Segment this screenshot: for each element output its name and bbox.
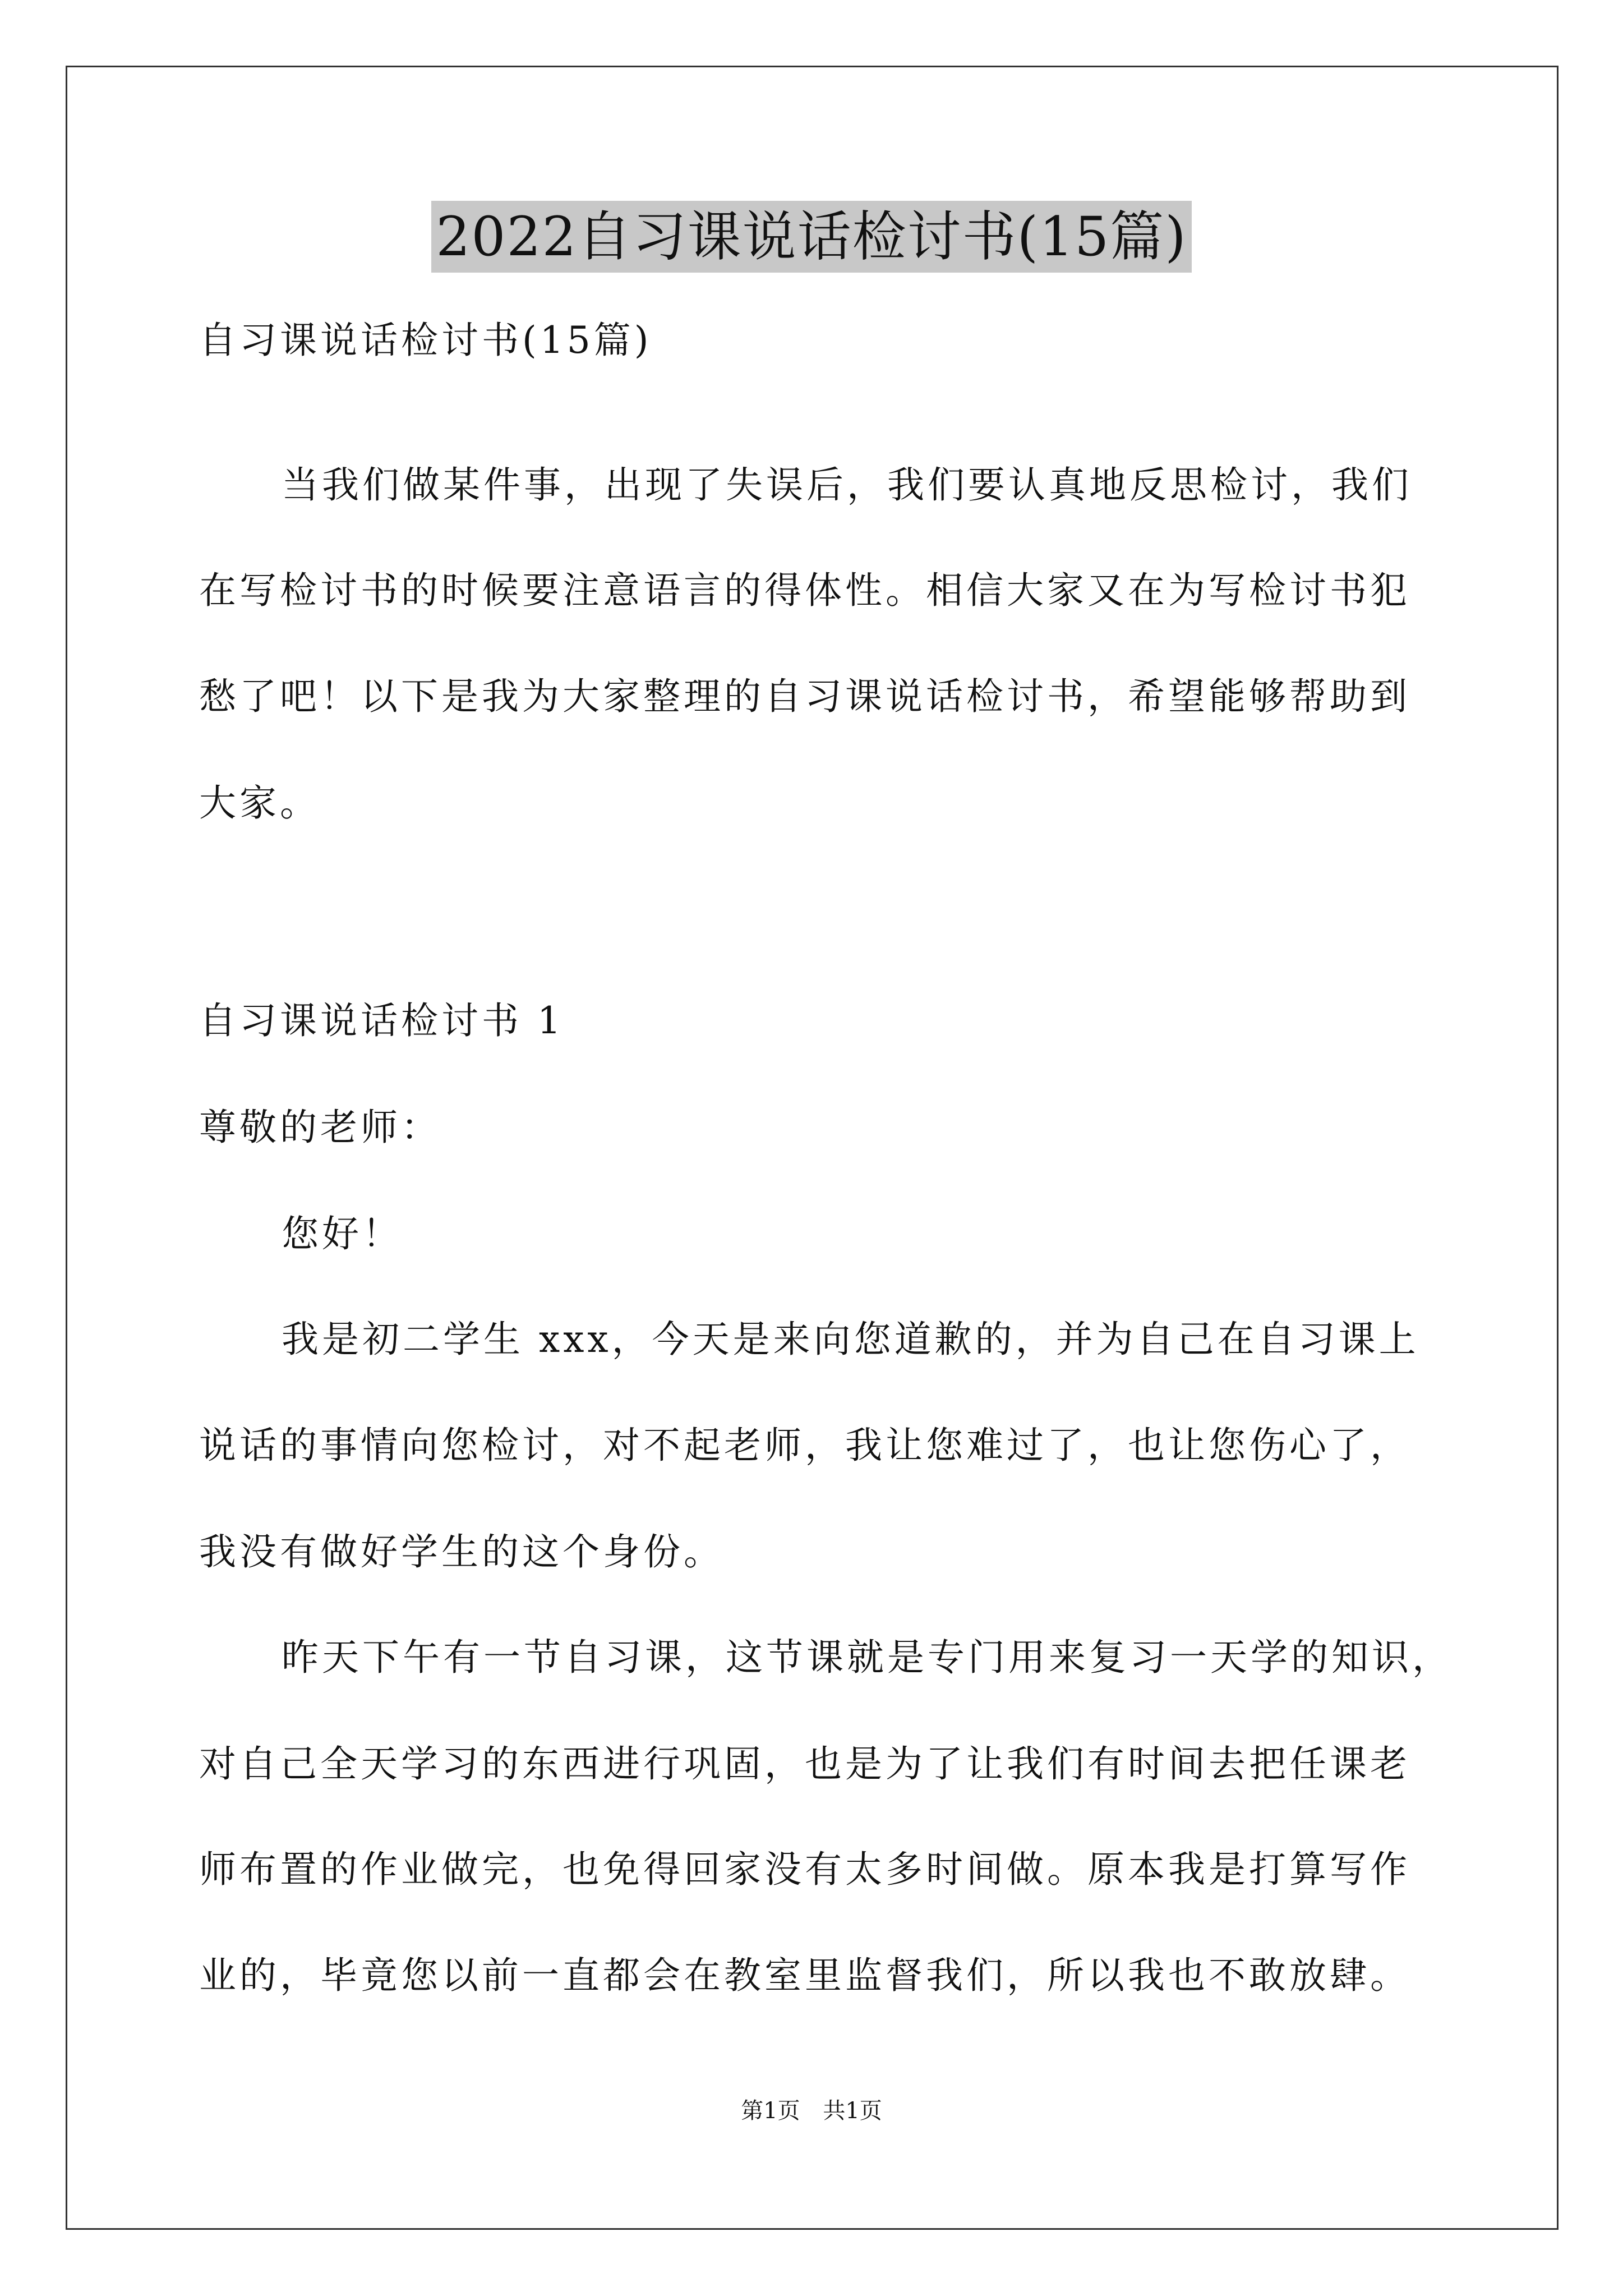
intro-line-1: 当我们做某件事，出现了失误后，我们要认真地反思检讨，我们 [282, 463, 1412, 507]
para2-line-3: 师布置的作业做完，也免得回家没有太多时间做。原本我是打算写作 [199, 1848, 1410, 1891]
salutation: 尊敬的老师： [199, 1106, 441, 1149]
title-container [0, 201, 1623, 273]
intro-line-2: 在写检讨书的时候要注意语言的得体性。相信大家又在为写检讨书犯 [199, 569, 1410, 612]
intro-line-4: 大家。 [199, 781, 320, 825]
para2-line-2: 对自己全天学习的东西进行巩固，也是为了让我们有时间去把任课老 [199, 1742, 1410, 1786]
greeting: 您好！ [282, 1212, 403, 1255]
para2-line-1: 昨天下午有一节自习课，这节课就是专门用来复习一天学的知识， [282, 1636, 1453, 1679]
para1-line-2: 说话的事情向您检讨，对不起老师，我让您难过了，也让您伤心了， [199, 1424, 1410, 1467]
intro-line-3: 愁了吧！以下是我为大家整理的自习课说话检讨书，希望能够帮助到 [199, 675, 1410, 718]
document-title: 2022自习课说话检讨书(15篇) [431, 201, 1191, 273]
page-footer [0, 2095, 1623, 2127]
page-number: 第1页 [741, 2098, 800, 2124]
para1-line-1: 我是初二学生 xxx，今天是来向您道歉的，并为自己在自习课上 [282, 1318, 1419, 1361]
section-heading: 自习课说话检讨书 1 [199, 999, 564, 1042]
document-subtitle: 自习课说话检讨书(15篇) [199, 319, 652, 362]
para1-line-3: 我没有做好学生的这个身份。 [199, 1530, 724, 1573]
page-total: 共1页 [823, 2098, 882, 2124]
para2-line-4: 业的，毕竟您以前一直都会在教室里监督我们，所以我也不敢放肆。 [199, 1954, 1410, 1997]
